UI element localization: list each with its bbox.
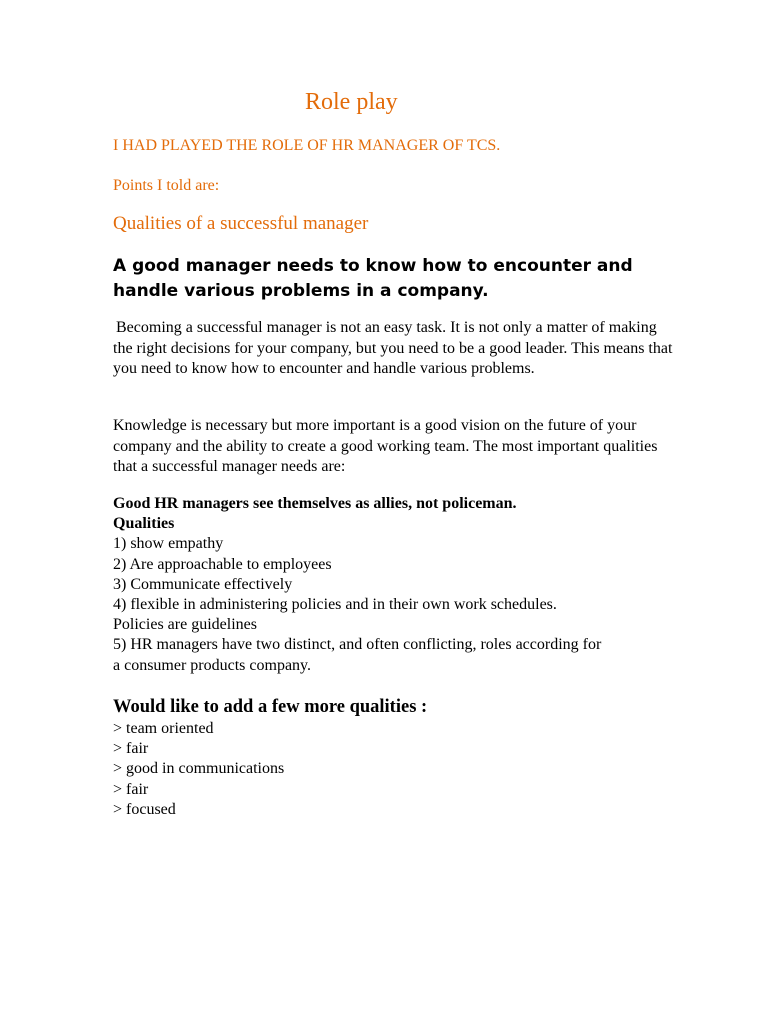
body-paragraph-2: Knowledge is necessary but more important is a good vision on the future of your company and the ability to create a good working team. The most important qualities that a successful manager needs are: [113,417,658,475]
body-paragraph-1: Becoming a successful manager is not an easy task. It is not only a matter of making the right decisions for your company, but you need to be a good leader. This means that you need to know how to encounter and handle various problems. [113,319,673,377]
qualities-block [113,494,673,676]
quality-item: a consumer products company. [113,656,312,674]
quality-item: Policies are guidelines [113,616,257,634]
quality-item: 1) show empathy [113,535,224,553]
page-title: Role play [305,89,398,115]
quality-item: 3) Communicate effectively [113,575,293,593]
quality-item: 2) Are approachable to employees [113,555,332,573]
list-item: > focused [113,800,176,818]
list-item: > team oriented [113,720,214,737]
quality-item: 4) flexible in administering policies and in their own work schedules. [113,596,557,614]
list-item: > fair [113,780,149,798]
lead-paragraph: A good manager needs to know how to encounter and handle various problems in a company. [113,256,633,301]
role-heading: I HAD PLAYED THE ROLE OF HR MANAGER OF TCS. [113,137,501,154]
quality-item: 5) HR managers have two distinct, and often conflicting, roles according for [113,636,602,654]
qualities-label: Qualities [113,515,175,533]
list-item: > good in communications [113,760,285,778]
qualities-heading: Qualities of a successful manager [113,213,369,234]
list-item: > fair [113,740,149,758]
more-qualities-list [113,719,284,820]
points-heading: Points I told are: [113,177,220,194]
more-qualities-heading: Would like to add a few more qualities : [113,697,428,717]
hr-statement: Good HR managers see themselves as allies, not policeman. [113,495,517,512]
